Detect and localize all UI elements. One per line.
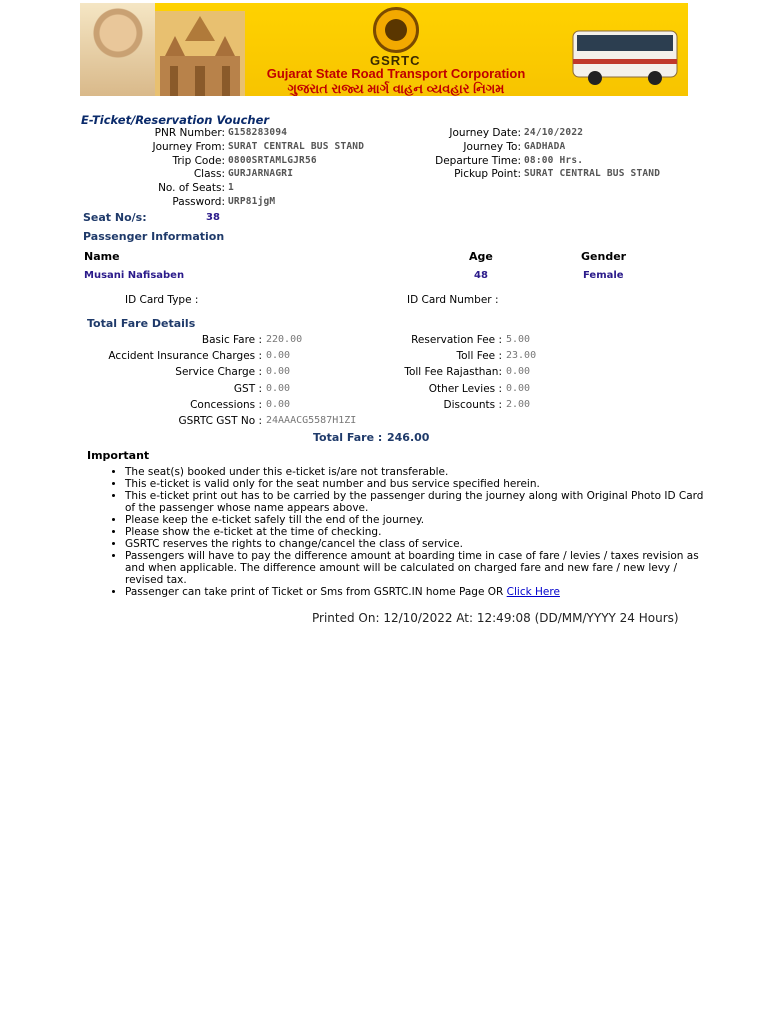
service-charge-value: 0.00 bbox=[266, 366, 291, 377]
list-item: • GSRTC reserves the rights to change/cancel the class of service. bbox=[125, 538, 705, 550]
temple-image bbox=[155, 11, 245, 96]
concessions-value: 0.00 bbox=[266, 399, 291, 410]
accident-insurance-label: Accident Insurance Charges : bbox=[108, 350, 262, 362]
list-item: • Please keep the e-ticket safely till the end of the journey. bbox=[125, 514, 705, 526]
passenger-name-value: Musani Nafisaben bbox=[84, 270, 185, 281]
printed-on: Printed On: 12/10/2022 At: 12:49:08 (DD/MM/YYYY 24 Hours) bbox=[312, 611, 679, 625]
total-fare-value: 246.00 bbox=[387, 431, 430, 444]
gst-value: 0.00 bbox=[266, 383, 291, 394]
passenger-age-value: 48 bbox=[474, 270, 488, 281]
journey-from-value: SURAT CENTRAL BUS STAND bbox=[228, 141, 365, 152]
pnr-label: PNR Number: bbox=[154, 127, 225, 139]
service-charge-label: Service Charge : bbox=[175, 366, 262, 378]
id-card-type-label: ID Card Type : bbox=[125, 294, 199, 306]
passenger-gender-value: Female bbox=[583, 270, 624, 281]
password-label: Password: bbox=[172, 196, 225, 208]
seat-value: 38 bbox=[206, 212, 220, 223]
click-here-link[interactable]: Click Here bbox=[506, 586, 560, 598]
portrait-image bbox=[80, 3, 155, 96]
pickup-point-value: SURAT CENTRAL BUS STAND bbox=[524, 168, 661, 179]
passenger-gender-header: Gender bbox=[581, 250, 627, 263]
journey-date-label: Journey Date: bbox=[449, 127, 521, 139]
passenger-name-header: Name bbox=[84, 250, 120, 263]
passenger-section-title: Passenger Information bbox=[83, 230, 225, 243]
brand-gujarati-name: ગુજરાત રાજ્ય માર્ગ વાહન વ્યવહાર નિગમ bbox=[287, 81, 505, 96]
total-fare-label: Total Fare : bbox=[313, 431, 383, 444]
voucher-title: E-Ticket/Reservation Voucher bbox=[81, 113, 270, 127]
trip-code-label: Trip Code: bbox=[172, 155, 225, 167]
journey-to-value: GADHADA bbox=[524, 141, 566, 152]
discounts-label: Discounts : bbox=[443, 399, 502, 411]
gsrtc-logo-icon bbox=[373, 7, 419, 53]
toll-fee-label: Toll Fee : bbox=[456, 350, 502, 362]
departure-time-label: Departure Time: bbox=[435, 155, 521, 167]
list-item: • This e-ticket print out has to be carried by the passenger during the journey along with Original Photo ID Card of the passenger whose name appears above. bbox=[125, 490, 705, 514]
trip-code-value: 0800SRTAMLGJR56 bbox=[228, 155, 317, 166]
other-levies-value: 0.00 bbox=[506, 383, 531, 394]
list-item: • The seat(s) booked under this e-ticket is/are not transferable. bbox=[125, 466, 705, 478]
pnr-value: G158283094 bbox=[228, 127, 288, 138]
brand-short-name: GSRTC bbox=[370, 53, 421, 68]
bus-image bbox=[567, 23, 683, 88]
discounts-value: 2.00 bbox=[506, 399, 531, 410]
concessions-label: Concessions : bbox=[190, 399, 262, 411]
seat-label: Seat No/s: bbox=[83, 211, 147, 224]
toll-fee-rajasthan-value: 0.00 bbox=[506, 366, 531, 377]
fare-section-title: Total Fare Details bbox=[87, 317, 196, 330]
important-title: Important bbox=[87, 449, 150, 462]
reservation-fee-label: Reservation Fee : bbox=[411, 334, 502, 346]
gsrtc-gst-no-value: 24AAACG5587H1ZI bbox=[266, 415, 357, 426]
basic-fare-label: Basic Fare : bbox=[201, 334, 262, 346]
list-item: • Passengers will have to pay the difference amount at boarding time in case of fare / levies / taxes revision as and when applicable. The difference amount will be calculated on charged fare and new fare / new levy / revised tax. bbox=[125, 550, 705, 586]
important-list bbox=[105, 466, 705, 598]
journey-date-value: 24/10/2022 bbox=[524, 127, 584, 138]
id-card-number-label: ID Card Number : bbox=[407, 294, 499, 306]
journey-from-label: Journey From: bbox=[152, 141, 225, 153]
toll-fee-value: 23.00 bbox=[506, 350, 537, 361]
class-value: GURJARNAGRI bbox=[228, 168, 294, 179]
toll-fee-rajasthan-label: Toll Fee Rajasthan: bbox=[404, 366, 502, 378]
reservation-fee-value: 5.00 bbox=[506, 334, 531, 345]
header-banner bbox=[80, 3, 688, 96]
gst-label: GST : bbox=[233, 383, 262, 395]
brand-english-name: Gujarat State Road Transport Corporation bbox=[266, 66, 526, 81]
seats-value: 1 bbox=[228, 182, 234, 193]
list-item: • Please show the e-ticket at the time of checking. bbox=[125, 526, 705, 538]
other-levies-label: Other Levies : bbox=[428, 383, 502, 395]
gsrtc-gst-no-label: GSRTC GST No : bbox=[178, 415, 262, 427]
list-item bbox=[125, 586, 705, 598]
departure-time-value: 08:00 Hrs. bbox=[524, 155, 584, 166]
passenger-age-header: Age bbox=[469, 250, 493, 263]
seats-label: No. of Seats: bbox=[158, 182, 225, 194]
list-item: • This e-ticket is valid only for the seat number and bus service specified herein. bbox=[125, 478, 705, 490]
journey-to-label: Journey To: bbox=[463, 141, 521, 153]
class-label: Class: bbox=[193, 168, 225, 180]
password-value: URP81jgM bbox=[228, 196, 276, 207]
basic-fare-value: 220.00 bbox=[266, 334, 303, 345]
accident-insurance-value: 0.00 bbox=[266, 350, 291, 361]
print-ticket-text: Passenger can take print of Ticket or Sms from GSRTC.IN home Page OR bbox=[125, 586, 504, 598]
pickup-point-label: Pickup Point: bbox=[454, 168, 521, 180]
